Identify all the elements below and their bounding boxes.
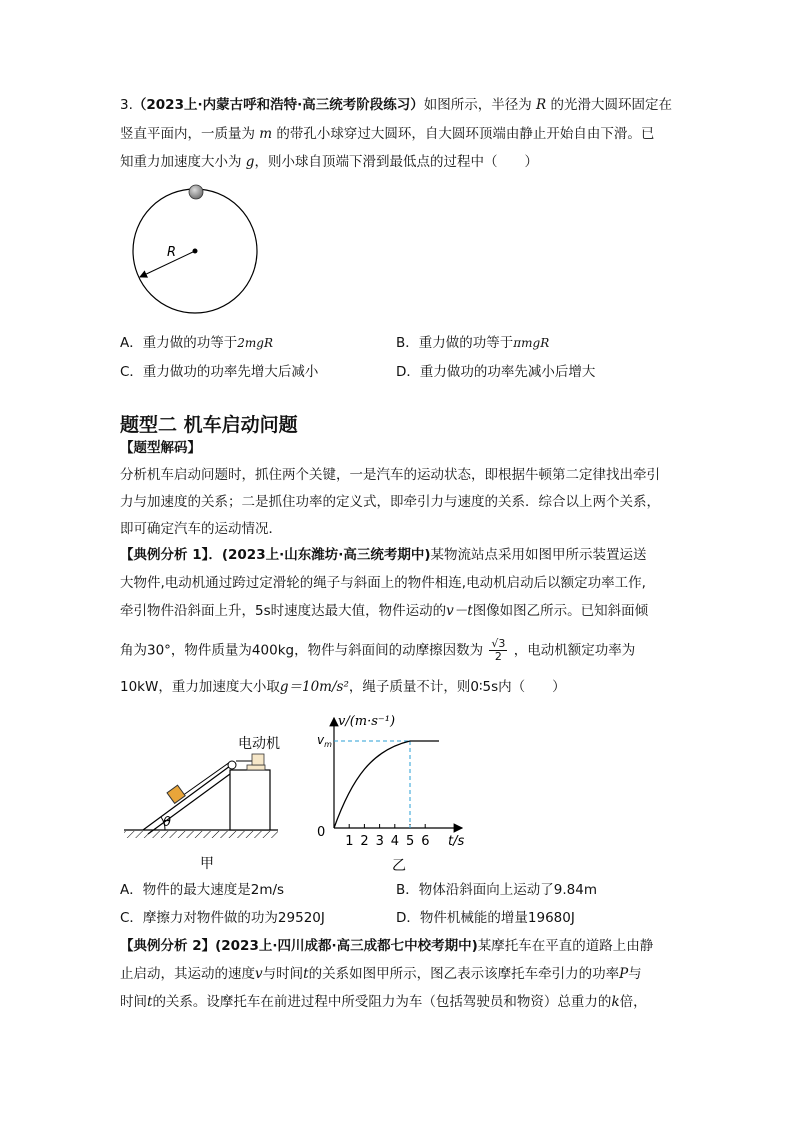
small-ball [189,185,203,199]
decode-para-1: 分析机车启动问题时，抓住两个关键，一是汽车的运动状态，即根据牛顿第二定律找出牵引 [120,467,660,483]
decode-para-2: 力与加速度的关系；二是抓住功率的定义式，即牵引力与速度的关系．综合以上两个关系， [120,494,660,510]
ex2-source: (2023上·四川成都·高三成都七中校考期中) [215,938,478,954]
ex1-option-a[interactable]: A．物件的最大速度是2m/s [120,882,285,898]
ground-hatch [124,831,278,838]
q3-line-3: 知重力加速度大小为 g，则小球自顶端下滑到最低点的过程中（ ） [120,154,538,170]
ex1-label: 【典例分析 1】 [120,547,209,563]
incline-lower [143,766,230,830]
y-axis-label: v/(m·s⁻¹) [338,714,396,729]
ex1-line-2: 大物件,电动机通过跨过定滑轮的绳子与斜面上的物件相连,电动机启动后以额定功率工作, [120,575,646,591]
decode-label: 【题型解码】 [120,440,201,456]
x-tick-label: 1 [345,834,354,849]
ex1-line-5: 10kW，重力加速度大小取g＝10m/s²，绳子质量不计，则0∶5s内（ ） [120,679,566,695]
vt-curve [334,741,410,828]
motor-base [247,765,265,770]
q3-line-2: 竖直平面内，一质量为 m 的带孔小球穿过大圆环，自大圆环顶端由静止开始自由下滑。已 [120,126,655,142]
incline-upper [148,774,230,834]
x-tick-label: 2 [360,834,369,849]
vm-label: $v_m$ [317,733,332,749]
fig-jia-caption: 甲 [200,856,214,872]
ex1-option-b[interactable]: B．物体沿斜面向上运动了9.84m [396,882,597,898]
radius-label: R [167,245,177,260]
q3-line-1: 3.（2023上·内蒙古呼和浩特·高三统考阶段练习）如图所示，半径为 R 的光滑大圆环固定在 [120,97,672,113]
ex1-option-c[interactable]: C．摩擦力对物件做的功为29520J [120,910,325,926]
motor-body [252,754,264,765]
ex1-source: ．(2023上·山东潍坊·高三统考期中) [208,547,431,563]
origin-label: 0 [317,825,326,840]
ex1-option-d[interactable]: D．物件机械能的增量19680J [396,910,575,926]
x-tick-label: 6 [421,834,430,849]
q3-option-c[interactable]: C．重力做功的功率先增大后减小 [120,364,319,380]
mu-fraction: $\frac{√3}{2}$ [491,637,506,663]
x-tick-label: 5 [406,834,415,849]
fig-jia [118,728,288,873]
support-block [230,770,270,830]
x-axis-label: t/s [448,834,465,849]
decode-para-3: 即可确定汽车的运动情况． [120,521,282,537]
q3-option-a[interactable]: A．重力做的功等于2mgR [120,335,273,351]
fig-yi-caption: 乙 [392,858,406,874]
x-tick-label: 4 [390,834,400,849]
motor-label: 电动机 [238,736,280,752]
ex2-line-3: 时间t的关系。设摩托车在前进过程中所受阻力为车（包括驾驶员和物资）总重力的k倍， [120,994,647,1010]
pulley [228,761,236,769]
q3-option-d[interactable]: D．重力做功的功率先减小后增大 [396,364,596,380]
section-title: 题型二 机车启动问题 [120,414,298,436]
ex1-line-4: 角为30°，物件质量为400kg，物件与斜面间的动摩擦因数为 $\frac{√3}{2}$ ，电动机额定功率为 [120,637,636,663]
ex2-label: 【典例分析 2】 [120,938,216,954]
fig-yi-vt-graph [312,708,482,876]
q3-number: 3. [120,97,133,113]
ex1-line-3: 牵引物件沿斜面上升，5s时速度达最大值，物件运动的v－t图像如图乙所示。已知斜面倾 [120,603,649,619]
q3-option-b[interactable]: B．重力做的功等于πmgR [396,335,550,351]
ex1-line-1: 【典例分析 1】．(2023上·山东潍坊·高三统考期中)某物流站点采用如图甲所示装置运送 [120,547,647,563]
q3-ring-figure [125,180,265,320]
ex2-line-2: 止启动，其运动的速度v与时间t的关系如图甲所示，图乙表示该摩托车牵引力的功率P与 [120,966,642,982]
q3-source: （2023上·内蒙古呼和浩特·高三统考阶段练习） [132,97,424,113]
ex2-line-1: 【典例分析 2】(2023上·四川成都·高三成都七中校考期中)某摩托车在平直的道路上由静 [120,938,654,954]
theta-label: θ [163,815,171,830]
x-tick-label: 3 [375,834,384,849]
